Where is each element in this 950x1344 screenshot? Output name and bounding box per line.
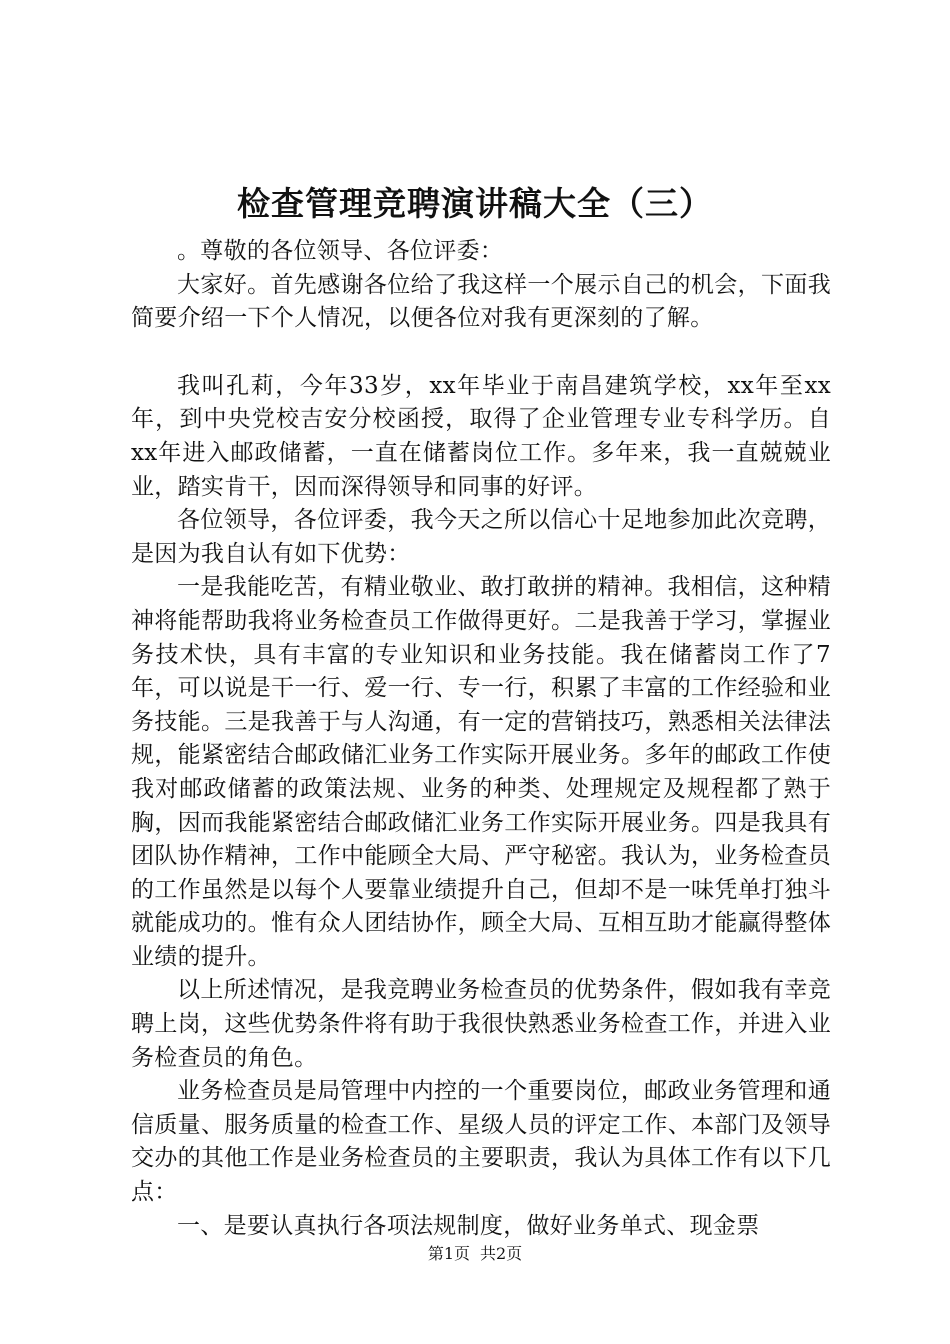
advantages-paragraph: 一是我能吃苦，有精业敬业、敢打敢拼的精神。我相信，这种精神将能帮助我将业务检查员工作做得更好。二是我善于学习，掌握业务技术快，具有丰富的专业知识和业务技能。我在储蓄岗工作了7年，可以说是干一行、爱一行、专一行，积累了丰富的工作经验和业务技能。三是我善于与人沟通，有一定的营销技巧，熟悉相关法律法规，能紧密结合邮政储汇业务工作实际开展业务。多年的邮政工作使我对邮政储蓄的政策法规、业务的种类、处理规定及规程都了熟于胸，因而我能紧密结合邮政储汇业务工作实际开展业务。四是我具有团队协作精神，工作中能顾全大局、严守秘密。我认为，业务检查员的工作虽然是以每个人要靠业绩提升自己，但却不是一味凭单打独斗就能成功的。惟有众人团结协作，顾全大局、互相互助才能赢得整体业绩的提升。 [131,574,831,970]
advantages-intro-paragraph: 各位领导，各位评委，我今天之所以信心十足地参加此次竞聘，是因为我自认有如下优势： [131,507,831,567]
page-number: 第1页 [427,1244,470,1263]
salutation-paragraph: 。尊敬的各位领导、各位评委： [177,238,504,264]
document-title: 检查管理竞聘演讲稿大全（三） [237,184,713,223]
greeting-paragraph: 大家好。首先感谢各位给了我这样一个展示自己的机会，下面我简要介绍一下个人情况，以便各位对我有更深刻的了解。 [131,271,831,332]
self-introduction-paragraph: 我叫孔莉，今年33岁，xx年毕业于南昌建筑学校，xx年至xx年，到中央党校吉安分校函授，取得了企业管理专业专科学历。自xx年进入邮政储蓄，一直在储蓄岗位工作。多年来，我一直兢兢业业，踏实肯干，因而深得领导和同事的好评。 [131,372,831,500]
duties-paragraph: 业务检查员是局管理中内控的一个重要岗位，邮政业务管理和通信质量、服务质量的检查工作、星级人员的评定工作、本部门及领导交办的其他工作是业务检查员的主要职责，我认为具体工作有以下几点： [131,1078,831,1206]
document-body [131,235,831,1243]
page-footer [0,1243,950,1265]
work-point-1-paragraph: 一、是要认真执行各项法规制度，做好业务单式、现金票 [177,1212,760,1239]
summary-paragraph: 以上所述情况，是我竞聘业务检查员的优势条件，假如我有幸竞聘上岗，这些优势条件将有助于我很快熟悉业务检查工作，并进入业务检查员的角色。 [131,977,831,1071]
page-total: 共2页 [480,1244,523,1263]
